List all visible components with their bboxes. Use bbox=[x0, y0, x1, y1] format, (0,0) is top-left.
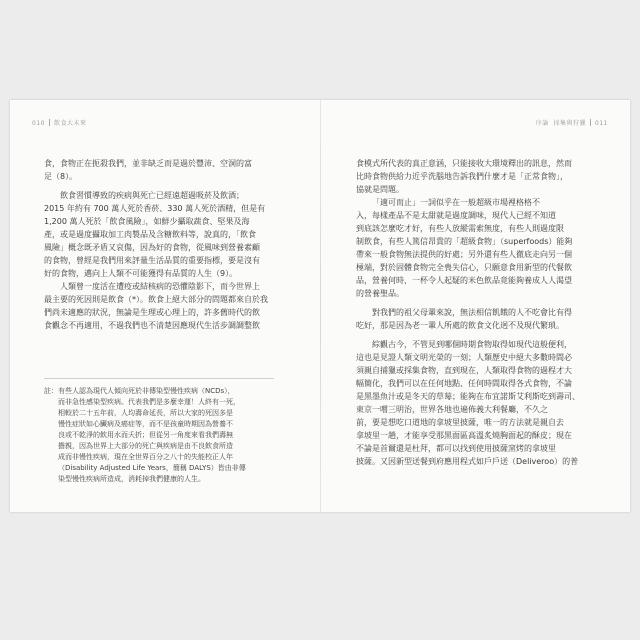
text-line: 是黑墨魚汁或是冬天的草莓；能夠在布宜諾斯艾利斯吃到壽司、 bbox=[356, 392, 580, 401]
footnote-line: 相較於二十五年前，人均壽命延長，所以大家的死因多是 bbox=[58, 409, 233, 417]
running-head-divider bbox=[49, 119, 50, 126]
text-line: 幅簡化，我們可以在任何地點、任何時間取得各式食物，不論 bbox=[356, 379, 572, 388]
text-line: 東京一嚐三明治，世界各地也遍佈義大利餐廳，不久之 bbox=[356, 405, 548, 414]
text-line: 前，要是想吃口道地的拿坡里披薩，唯一的方法就是親自去 bbox=[356, 418, 564, 427]
text-line: 比時食物供給力近乎洗腦地告訴我們什麼才是「正常食物」， bbox=[356, 172, 568, 181]
text-line: 不論是首爾還是杜拜，都可以找到使用披薩窯烤的拿坡里 bbox=[356, 444, 556, 453]
text-line: 食觀念不再適用，不過我們也不清楚因應現代生活步調調整飲 bbox=[44, 321, 260, 330]
book-spread bbox=[10, 100, 630, 512]
footnote-line: 有些人認為現代人傾向死於非傳染型慢性疾病（NCDs）， bbox=[58, 387, 235, 395]
text-line: 帶來一般食物無法提供的好處；另外還有些人徹底走向另一個 bbox=[356, 250, 572, 259]
left-running-head bbox=[32, 118, 86, 127]
footnote-line: （Disability Adjusted Life Years，簡稱 DALYS）皆由非傳 bbox=[58, 464, 246, 472]
footnote-line: 染型慢性疾病所造成，消耗掉我們健康的人生。 bbox=[58, 475, 205, 483]
footnote-divider bbox=[44, 378, 274, 379]
footnote-line: 良或不乾淨的飲用水而夭折；但從另一角度來看我們壽無 bbox=[58, 431, 233, 439]
text-line: 好的食物，邁向上人類不可能獲得有品質的人生（9）。 bbox=[44, 269, 238, 278]
left-page-number: 010 bbox=[32, 120, 45, 127]
text-line: 吃好，那是因為老一輩人所處的飲食文化迥不及現代繁瑣。 bbox=[356, 321, 564, 330]
text-line: 披薩。又因新型送餐到府應用程式如戶戶送（Deliveroo）的普 bbox=[356, 457, 579, 466]
footnote-label: 註： bbox=[44, 387, 58, 395]
text-line: 到底該怎麼吃才好，有些人放縱需索無度，有些人則過度限 bbox=[356, 224, 564, 233]
text-line: 的營養聖品。 bbox=[356, 289, 404, 298]
left-page bbox=[10, 100, 320, 512]
text-line: 綜觀古今，不管見到哪個時期食物取得如現代這般便利， bbox=[372, 340, 572, 349]
footnote-line: 慢性症狀如心臟病及癌症等，而不是孩童時期因為營養不 bbox=[58, 420, 233, 428]
right-running-head-title: 採集與狩獵 bbox=[553, 120, 587, 127]
text-line: 協就是問題。 bbox=[356, 185, 404, 194]
running-head-divider bbox=[590, 119, 591, 126]
footnote bbox=[44, 386, 284, 485]
text-line: 對我們的祖父母輩來說，無法相信飢餓的人不吃會比有得 bbox=[372, 308, 572, 317]
text-line: 們尚未適應的狀況，無論是生理或心理上的，許多舊時代的飲 bbox=[44, 308, 260, 317]
text-line: 人類曾一度活在遭疫或結核病的恐懼陰影下，而今世界上 bbox=[60, 282, 260, 291]
text-line: 2015 年約有 700 萬人死於香菸、330 萬人死於酒精，但是有 bbox=[44, 204, 266, 213]
right-running-head bbox=[536, 118, 608, 127]
right-running-head-section: 序論 bbox=[535, 120, 549, 127]
text-line: 足（8）。 bbox=[44, 172, 78, 181]
text-line: 須親自捕獵或採集食物，直到現在，人類取得食物的過程才大 bbox=[356, 366, 572, 375]
right-page bbox=[321, 100, 630, 512]
text-line: 這也是見證人類文明光榮的一刻；人類歷史中絕大多數時間必 bbox=[356, 353, 572, 362]
footnote-line: 成而非慢性疾病，現在全世界百分之八十的失能校正人年 bbox=[58, 453, 233, 461]
footnote-line: 而非急性感染型疾病。代表我們是多麼幸運！人終有一死， bbox=[58, 398, 240, 406]
right-body-text bbox=[356, 157, 601, 468]
text-line: 食，食物正在扼殺我們，並非缺乏而是過於豐沛、空洞的富 bbox=[44, 159, 252, 168]
text-line: 品，營養何時，一杯令人起疑的米色飲品竟能夠養成人人渴望 bbox=[356, 276, 572, 285]
right-page-number: 011 bbox=[595, 120, 608, 127]
left-running-head-title: 飲食大未來 bbox=[53, 120, 87, 127]
text-line: 1,200 萬人死於「飲食風險」，如鮮少攝取蔬食、堅果及海 bbox=[44, 217, 250, 226]
text-line: 入，每樣產品不是太甜就是過度調味，現代人已經不知道 bbox=[356, 211, 556, 220]
left-body-text bbox=[44, 157, 284, 332]
text-line: 風險」概念既矛盾又哀傷，因為好的食物，從風味到營養素顧 bbox=[44, 243, 260, 252]
text-line: 最主要的死因則是飲食（*）。飲食上絕大部分的問題都來自於我 bbox=[44, 295, 268, 304]
text-line: 極端，對於固體食物完全喪失信心，只願意食用新型的代餐飲 bbox=[356, 263, 572, 272]
text-line: 「適可而止」一詞似乎在一般超級市場裡格格不 bbox=[372, 198, 540, 207]
text-line: 飲食習慣導致的疾病與死亡已經遠超過吸菸及飲酒； bbox=[60, 191, 244, 200]
text-line: 食模式所代表的真正意涵，只能接收大環境釋出的訊息，然而 bbox=[356, 159, 572, 168]
text-line: 制飲食，有些人篤信昂貴的「超級食物」（superfoods）能夠 bbox=[356, 237, 573, 246]
footnote-line: 擔親，因為世界上大部分的死亡與疾病是由不良飲食所造 bbox=[58, 442, 233, 450]
text-line: 的食物，曾經是我們用來評量生活品質的重要指標，要是沒有 bbox=[44, 256, 260, 265]
text-line: 拿坡里一趟，才能享受那黑面區高溫炙燒胸面起的酥皮；現在 bbox=[356, 431, 572, 440]
text-line: 產，或是過度攝取加工肉製品及含糖飲料等，說真的，「飲食 bbox=[44, 230, 256, 239]
